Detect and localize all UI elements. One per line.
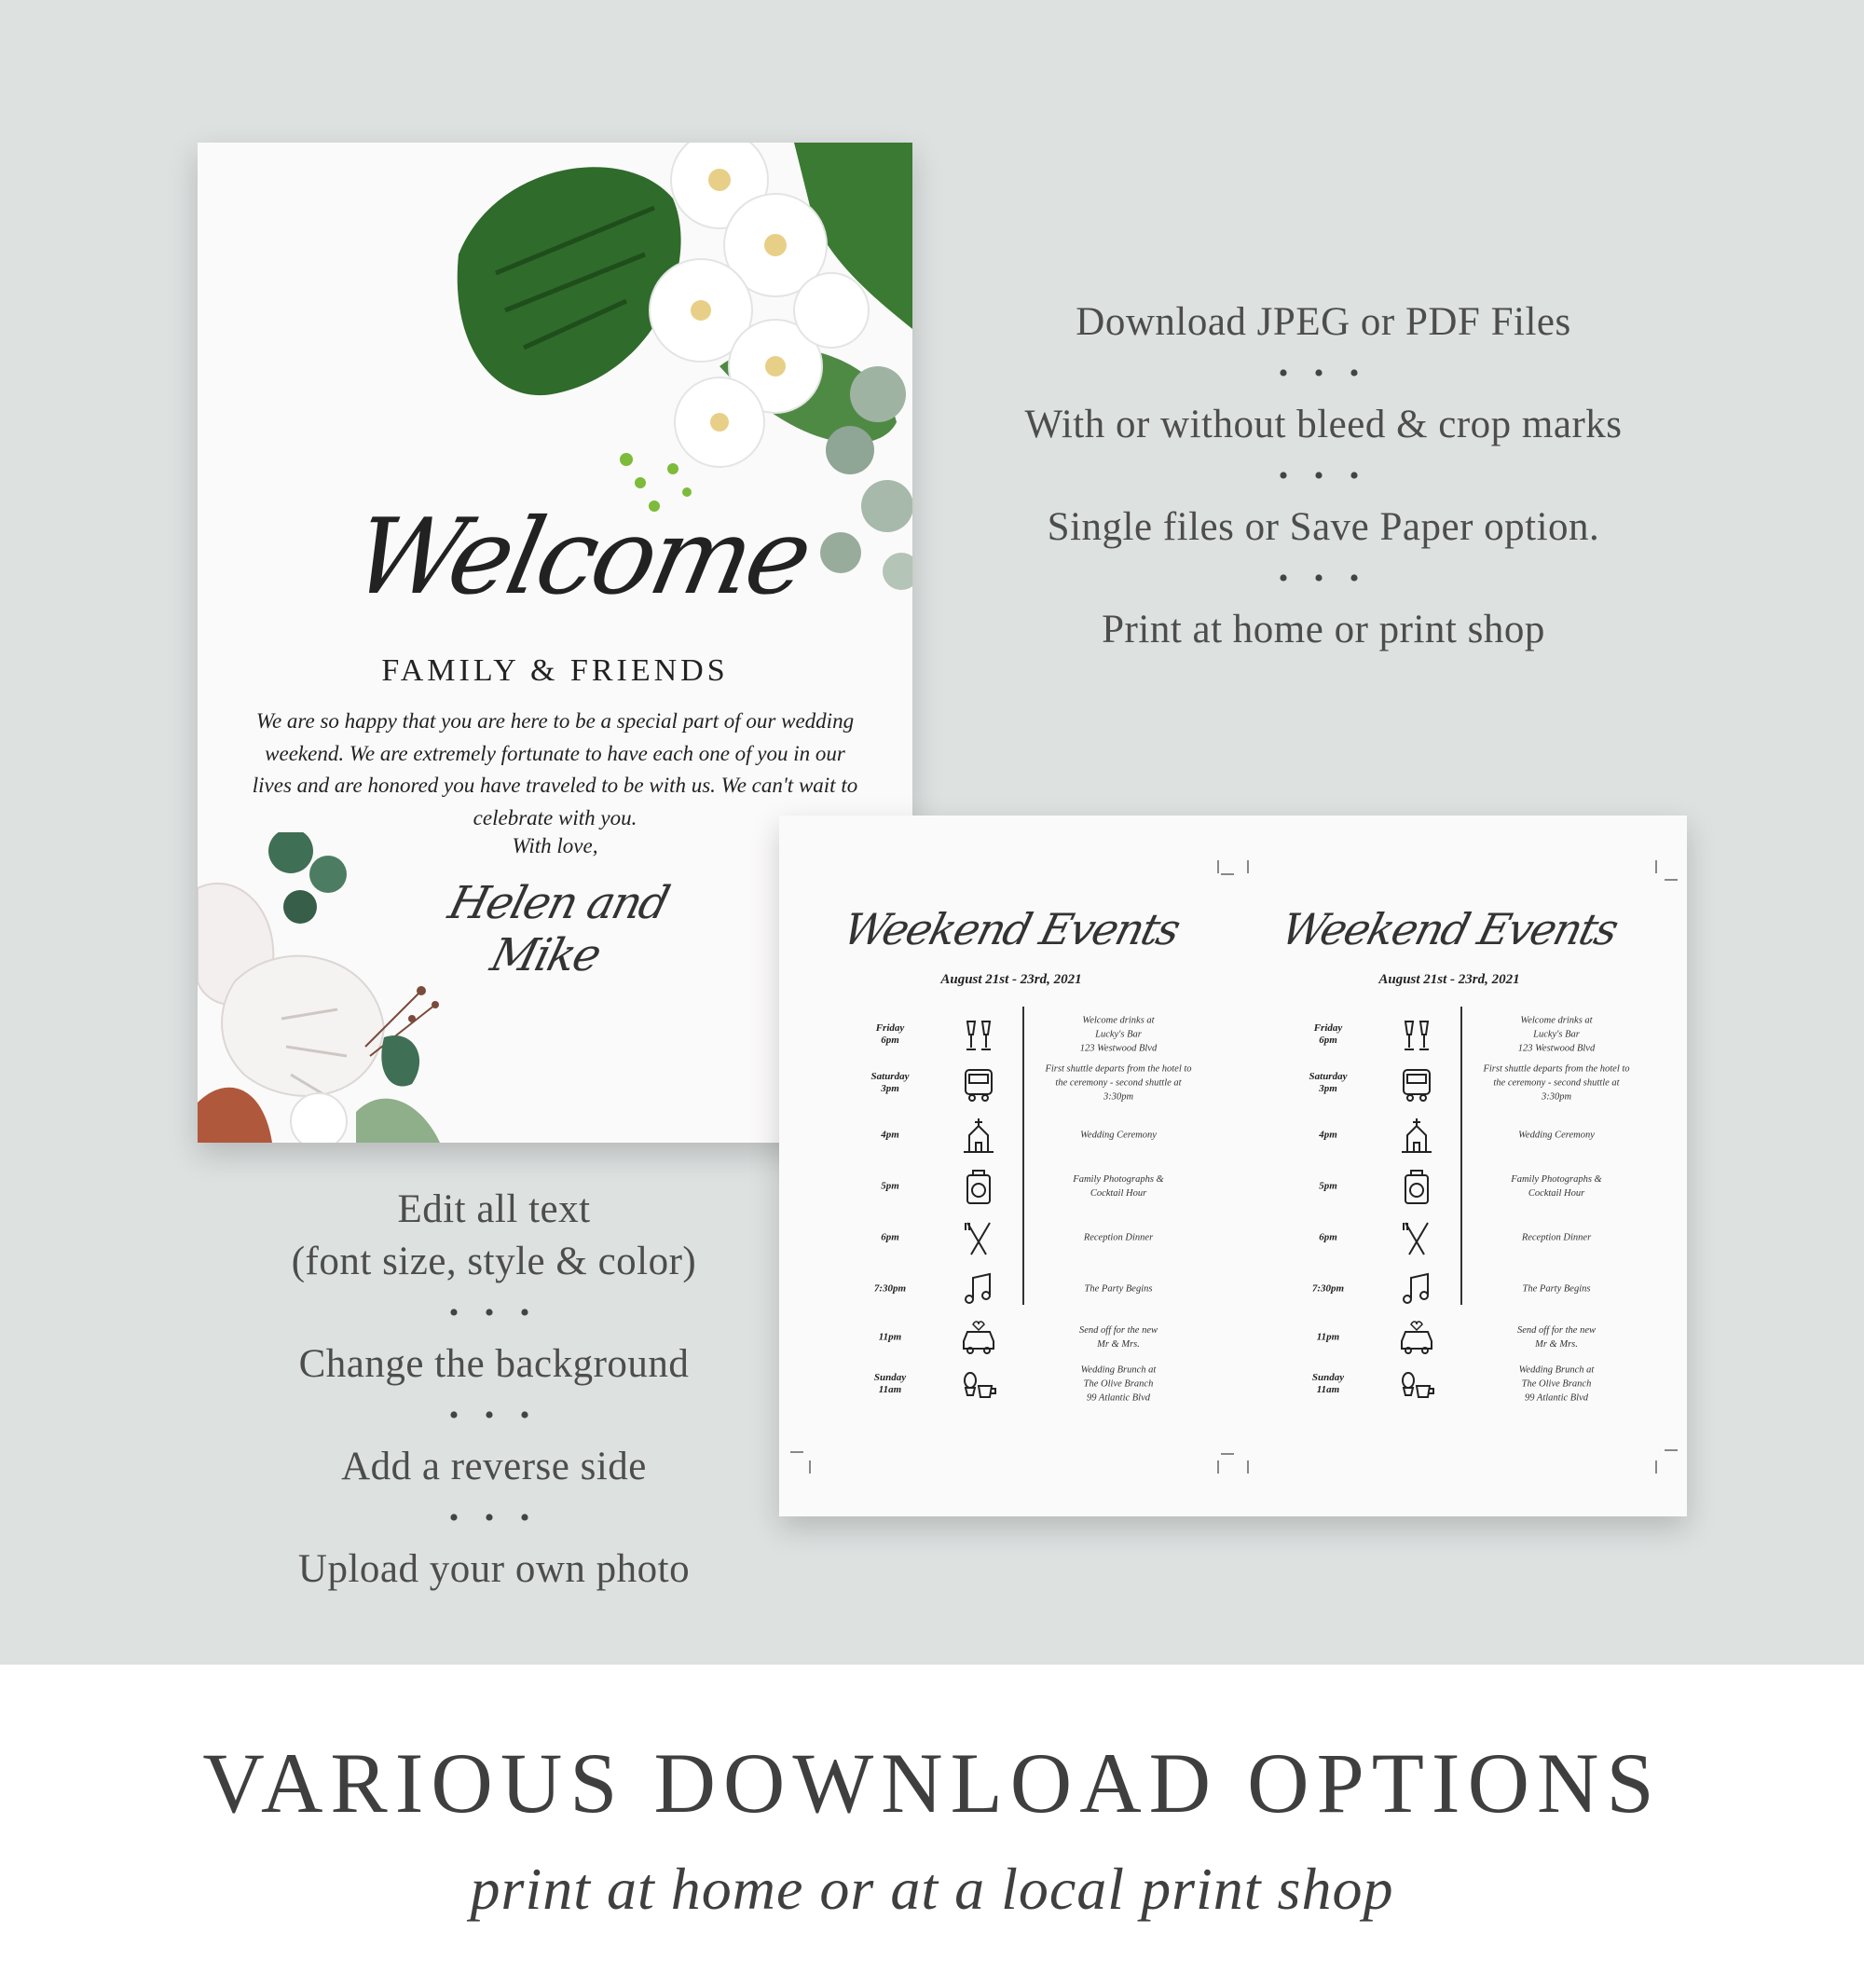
fork-knife-icon [1398, 1217, 1435, 1258]
champagne-glasses-icon [1398, 1014, 1435, 1055]
event-description: First shuttle departs from the hotel to the ceremony - second shuttle at 3:30pm [1483, 1063, 1630, 1103]
event-time: 4pm [1319, 1129, 1337, 1141]
event-row [792, 1214, 1230, 1261]
event-description: Family Photographs & Cocktail Hour [1511, 1174, 1602, 1199]
event-row [1230, 1214, 1668, 1261]
separator-dots: • • • [448, 1400, 540, 1431]
event-row [792, 1112, 1230, 1159]
event-time: 5pm [1319, 1180, 1337, 1192]
events-date: August 21st - 23rd, 2021 [940, 972, 1082, 987]
event-time: 4pm [881, 1129, 899, 1141]
getaway-car-icon [1398, 1317, 1435, 1358]
event-time: 11pm [878, 1331, 902, 1343]
separator-dots: • • • [448, 1502, 540, 1533]
event-description: Wedding Brunch at The Olive Branch 99 Atlantic Blvd [1518, 1364, 1595, 1404]
event-row [792, 1163, 1230, 1210]
event-row [1230, 1361, 1668, 1407]
weekend-events-sheet-preview [779, 816, 1687, 1516]
feature-item: Change the background [298, 1342, 690, 1386]
event-description: First shuttle departs from the hotel to the ceremony - second shuttle at 3:30pm [1045, 1063, 1192, 1103]
event-row [1230, 1266, 1668, 1312]
event-row [1230, 1314, 1668, 1361]
separator-dots: • • • [1278, 460, 1369, 491]
separator-dots: • • • [1278, 358, 1369, 389]
event-row [1230, 1060, 1668, 1106]
fork-knife-icon [960, 1217, 997, 1258]
event-time: Saturday 3pm [870, 1071, 910, 1094]
church-icon [960, 1115, 997, 1156]
coffee-egg-icon [1398, 1364, 1435, 1405]
camera-icon [1398, 1166, 1435, 1207]
feature-item: With or without bleed & crop marks [1024, 403, 1623, 446]
camera-icon [960, 1166, 997, 1207]
event-row [792, 1060, 1230, 1106]
music-notes-icon [960, 1268, 997, 1309]
welcome-subtitle: FAMILY & FRIENDS [381, 653, 729, 688]
feature-item: Download JPEG or PDF Files [1076, 300, 1571, 344]
event-time: 6pm [881, 1231, 899, 1243]
welcome-closing: With love, [512, 834, 598, 857]
separator-dots: • • • [1278, 563, 1369, 594]
welcome-script-title: Welcome [343, 497, 819, 618]
champagne-glasses-icon [960, 1014, 997, 1055]
event-description: The Party Begins [1522, 1283, 1591, 1295]
events-script-title: Weekend Events [838, 904, 1185, 954]
event-row [792, 1361, 1230, 1407]
feature-item: Single files or Save Paper option. [1047, 505, 1600, 549]
sub-heading: print at home or at a local print shop [470, 1856, 1394, 1922]
event-row [792, 1011, 1230, 1058]
church-icon [1398, 1115, 1435, 1156]
event-description: Wedding Ceremony [1518, 1130, 1595, 1141]
welcome-message: We are so happy that you are here to be a special part of our wedding weekend. We are extremely fortunate to have each one of you in our lives and are honored you have traveled to be with us. We can't wait to celebrate with you. [252, 709, 858, 829]
event-time: Saturday 3pm [1309, 1071, 1348, 1094]
coffee-egg-icon [960, 1364, 997, 1405]
event-description: Wedding Brunch at The Olive Branch 99 Atlantic Blvd [1080, 1364, 1157, 1404]
events-date: August 21st - 23rd, 2021 [1378, 972, 1520, 987]
event-time: Sunday 11am [873, 1372, 907, 1395]
bus-icon [1398, 1063, 1435, 1104]
feature-list-right [960, 296, 1687, 656]
event-row [1230, 1112, 1668, 1159]
events-script-title: Weekend Events [1276, 904, 1623, 954]
event-time: 5pm [881, 1180, 899, 1192]
feature-item: Upload your own photo [297, 1547, 691, 1591]
bus-icon [960, 1063, 997, 1104]
event-description: The Party Begins [1084, 1283, 1153, 1295]
event-description: Send off for the new Mr & Mrs. [1517, 1325, 1596, 1350]
feature-item: Print at home or print shop [1102, 608, 1545, 651]
event-description: Welcome drinks at Lucky's Bar 123 Westwood Blvd [1079, 1015, 1158, 1054]
event-row [1230, 1163, 1668, 1210]
getaway-car-icon [960, 1317, 997, 1358]
event-time: 7:30pm [873, 1282, 907, 1295]
event-description: Reception Dinner [1083, 1232, 1154, 1243]
event-row [792, 1266, 1230, 1312]
couple-names-signature: Helen and Mike [443, 877, 674, 981]
event-description: Family Photographs & Cocktail Hour [1073, 1174, 1164, 1199]
feature-list-left [214, 1184, 774, 1596]
event-row [792, 1314, 1230, 1361]
event-description: Reception Dinner [1521, 1232, 1592, 1243]
event-description: Wedding Ceremony [1080, 1130, 1157, 1141]
separator-dots: • • • [448, 1297, 540, 1328]
feature-item: Add a reverse side [341, 1445, 647, 1488]
event-time: 6pm [1319, 1231, 1337, 1243]
music-notes-icon [1398, 1268, 1435, 1309]
feature-item: Edit all text (font size, style & color) [291, 1187, 697, 1283]
events-column-right [1230, 816, 1668, 1516]
main-heading: VARIOUS DOWNLOAD OPTIONS [202, 1735, 1662, 1830]
event-time: Sunday 11am [1311, 1372, 1345, 1395]
event-description: Welcome drinks at Lucky's Bar 123 Westwood Blvd [1517, 1015, 1596, 1054]
event-row [1230, 1011, 1668, 1058]
event-time: 11pm [1316, 1331, 1340, 1343]
event-time: 7:30pm [1311, 1282, 1345, 1295]
events-column-left [792, 816, 1230, 1516]
event-description: Send off for the new Mr & Mrs. [1079, 1325, 1158, 1350]
event-time: Friday 6pm [1313, 1022, 1343, 1046]
event-time: Friday 6pm [875, 1022, 905, 1046]
